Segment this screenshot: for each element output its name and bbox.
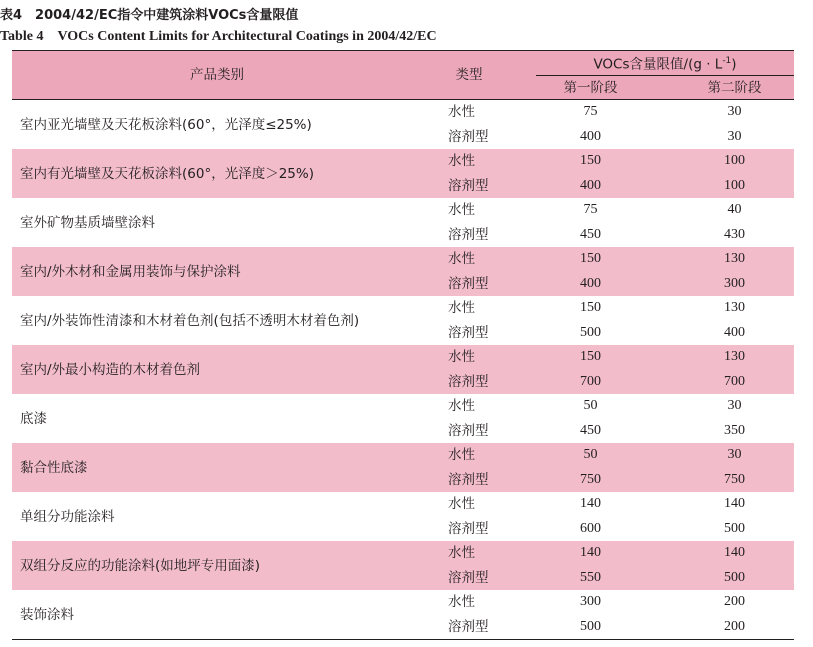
product-category: 室内/外最小构造的木材着色剂 [12,345,422,394]
product-category: 底漆 [20,410,47,427]
stage-2-limit: 750 [665,468,794,493]
stage-2-limit: 200 [724,594,745,610]
header-type: 类型 [422,51,536,100]
stage-2-limit: 130 [724,300,745,316]
stage-1-limit: 150 [536,345,665,370]
table-row [12,149,794,174]
header-category: 产品类别 [12,51,422,100]
table-row [12,296,794,321]
stage-2-limit: 30 [727,398,742,414]
stage-2-limit: 200 [665,615,794,640]
stage-2-limit: 140 [724,496,745,512]
header-voc-limit-close: ) [731,56,737,73]
coating-type: 水性 [448,104,475,121]
stage-1-limit: 400 [580,128,601,144]
table-title-chinese: 表4 2004/42/EC指令中建筑涂料VOCs含量限值 [0,8,299,23]
coating-type: 溶剂型 [422,615,536,640]
header-voc-limit-sup: -1 [722,56,732,67]
coating-type: 溶剂型 [422,566,536,591]
coating-type: 溶剂型 [422,174,536,199]
coating-type: 水性 [422,541,536,566]
stage-1-limit: 140 [580,496,601,512]
coating-type: 水性 [448,202,475,219]
coating-type: 水性 [448,300,475,317]
stage-2-limit: 400 [724,324,745,340]
stage-2-limit: 500 [665,566,794,591]
stage-1-limit: 750 [536,468,665,493]
coating-type: 溶剂型 [448,226,489,243]
stage-1-limit: 75 [583,202,598,218]
stage-2-limit: 430 [724,226,745,242]
stage-2-limit: 30 [665,443,794,468]
coating-type: 水性 [422,345,536,370]
table-title-english: Table 4 VOCs Content Limits for Architectural Coatings in 2004/42/EC [0,29,437,44]
stage-2-limit: 350 [724,422,745,438]
stage-1-limit: 50 [536,443,665,468]
stage-1-limit: 400 [536,174,665,199]
stage-2-limit: 130 [665,247,794,272]
coating-type: 水性 [448,594,475,611]
stage-2-limit: 30 [727,104,742,120]
stage-1-limit: 400 [536,272,665,297]
header-voc-limit-text: VOCs含量限值/(g · L [593,56,723,73]
stage-2-limit: 130 [665,345,794,370]
product-category: 室外矿物基质墙壁涂料 [20,214,155,231]
stage-1-limit: 75 [583,104,598,120]
coating-type: 水性 [422,247,536,272]
product-category: 单组分功能涂料 [20,508,115,525]
table-row [12,100,794,125]
voc-limits-table-container [12,50,794,640]
stage-2-limit: 30 [727,128,742,144]
product-category: 双组分反应的功能涂料(如地坪专用面漆) [12,541,422,590]
product-category: 室内/外装饰性清漆和木材着色剂(包括不透明木材着色剂) [20,312,360,329]
table-row [12,345,794,370]
stage-2-limit: 500 [724,520,745,536]
table-row [12,247,794,272]
stage-2-limit: 100 [665,174,794,199]
product-category: 室内亚光墙壁及天花板涂料(60°，光泽度≤25%) [20,116,312,133]
coating-type: 溶剂型 [448,128,489,145]
header-stage-2: 第二阶段 [665,76,794,100]
stage-1-limit: 150 [580,300,601,316]
stage-1-limit: 140 [536,541,665,566]
coating-type: 水性 [448,398,475,415]
stage-2-limit: 140 [665,541,794,566]
coating-type: 水性 [422,149,536,174]
product-category: 室内有光墙壁及天花板涂料(60°，光泽度＞25%) [12,149,422,198]
header-stage-1: 第一阶段 [536,76,665,100]
coating-type: 溶剂型 [448,324,489,341]
coating-type: 水性 [422,443,536,468]
product-category: 装饰涂料 [12,590,422,640]
stage-1-limit: 50 [583,398,598,414]
stage-1-limit: 500 [536,615,665,640]
stage-2-limit: 100 [665,149,794,174]
stage-1-limit: 500 [580,324,601,340]
coating-type: 溶剂型 [448,422,489,439]
voc-limits-table [12,50,794,640]
table-body [12,100,794,640]
stage-1-limit: 700 [536,370,665,395]
coating-type: 溶剂型 [422,468,536,493]
table-row [12,492,794,517]
stage-1-limit: 450 [580,226,601,242]
table-row [12,541,794,566]
header-voc-limit [536,51,794,76]
coating-type: 水性 [448,496,475,513]
stage-1-limit: 450 [580,422,601,438]
product-category: 室内/外木材和金属用装饰与保护涂料 [12,247,422,296]
table-row [12,394,794,419]
table-header [12,51,794,100]
stage-1-limit: 150 [536,247,665,272]
coating-type: 溶剂型 [422,272,536,297]
table-row [12,443,794,468]
stage-1-limit: 300 [580,594,601,610]
stage-1-limit: 600 [580,520,601,536]
coating-type: 溶剂型 [422,370,536,395]
stage-2-limit: 300 [665,272,794,297]
stage-2-limit: 700 [665,370,794,395]
stage-2-limit: 40 [727,202,742,218]
table-row [12,198,794,223]
coating-type: 溶剂型 [448,520,489,537]
table-row [12,590,794,615]
stage-1-limit: 150 [536,149,665,174]
product-category: 黏合性底漆 [12,443,422,492]
stage-1-limit: 550 [536,566,665,591]
